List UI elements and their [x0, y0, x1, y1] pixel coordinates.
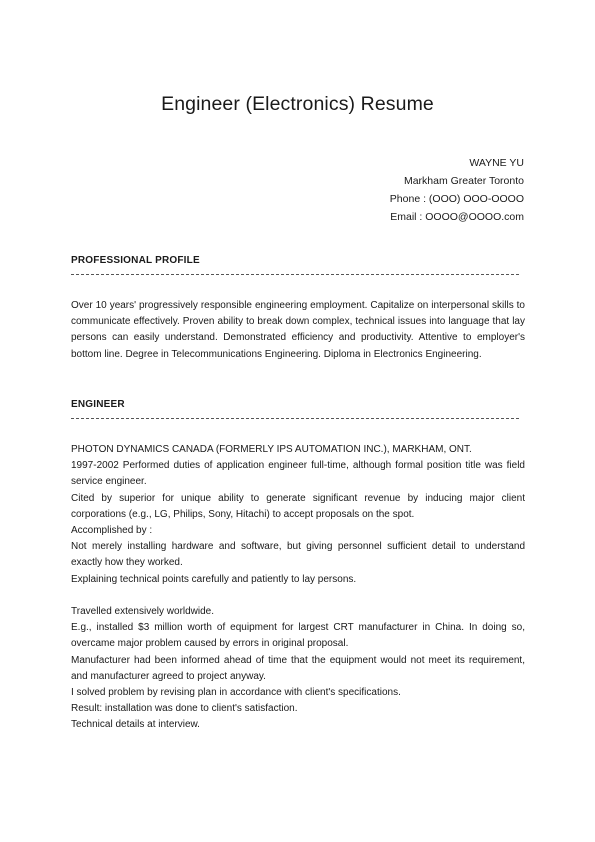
- engineer-divider: [71, 418, 519, 419]
- contact-phone: Phone : (OOO) OOO-OOOO: [389, 193, 524, 205]
- engineer-heading: ENGINEER: [71, 399, 125, 410]
- experience-line: Accomplished by :: [71, 525, 153, 537]
- engineer-block-1: [71, 442, 525, 588]
- experience-line: Manufacturer had been informed ahead of time that the equipment would not meet its requirement, and manufacturer agreed to project anyway.: [71, 654, 525, 682]
- profile-divider: [71, 274, 519, 275]
- contact-block: [390, 154, 524, 226]
- experience-line: I solved problem by revising plan in accordance with client's specifications.: [71, 687, 401, 699]
- experience-line: Travelled extensively worldwide.: [71, 606, 215, 617]
- contact-location: Markham Greater Toronto: [403, 175, 524, 187]
- profile-text: Over 10 years' progressively responsible engineering employment. Capitalize on interpersonal skills to communicate effectively. Proven ability to break down complex, technical issues into language that lay persons can easily understand. Demonstrated efficiency and productivity. Attentive to employer's bottom line. Degree in Telecommunications Engineering. Diploma in Electronics Engineering.: [71, 300, 525, 360]
- experience-line: Explaining technical points carefully and patiently to lay persons.: [71, 573, 357, 585]
- experience-line: Result: installation was done to client's satisfaction.: [71, 703, 298, 715]
- experience-line: Cited by superior for unique ability to generate significant revenue by inducing major client corporations (e.g., LG, Philips, Sony, Hitachi) to accept proposals on the spot.: [71, 492, 525, 520]
- engineer-block-2: [71, 604, 525, 734]
- profile-heading: PROFESSIONAL PROFILE: [71, 255, 200, 266]
- experience-line: 1997-2002 Performed duties of application engineer full-time, although formal position title was field service engineer.: [71, 460, 525, 488]
- experience-line: Not merely installing hardware and software, but giving personnel sufficient detail to understand exactly how they worked.: [71, 541, 525, 569]
- contact-email: Email : OOOO@OOOO.com: [390, 211, 524, 223]
- page-title: Engineer (Electronics) Resume: [161, 93, 434, 115]
- contact-name: WAYNE YU: [469, 157, 524, 169]
- employer-line: PHOTON DYNAMICS CANADA (FORMERLY IPS AUTOMATION INC.), MARKHAM, ONT.: [71, 444, 472, 455]
- experience-line: Technical details at interview.: [71, 719, 200, 731]
- experience-line: E.g., installed $3 million worth of equipment for largest CRT manufacturer in China. In doing so, overcame major problem caused by errors in original proposal.: [71, 622, 525, 650]
